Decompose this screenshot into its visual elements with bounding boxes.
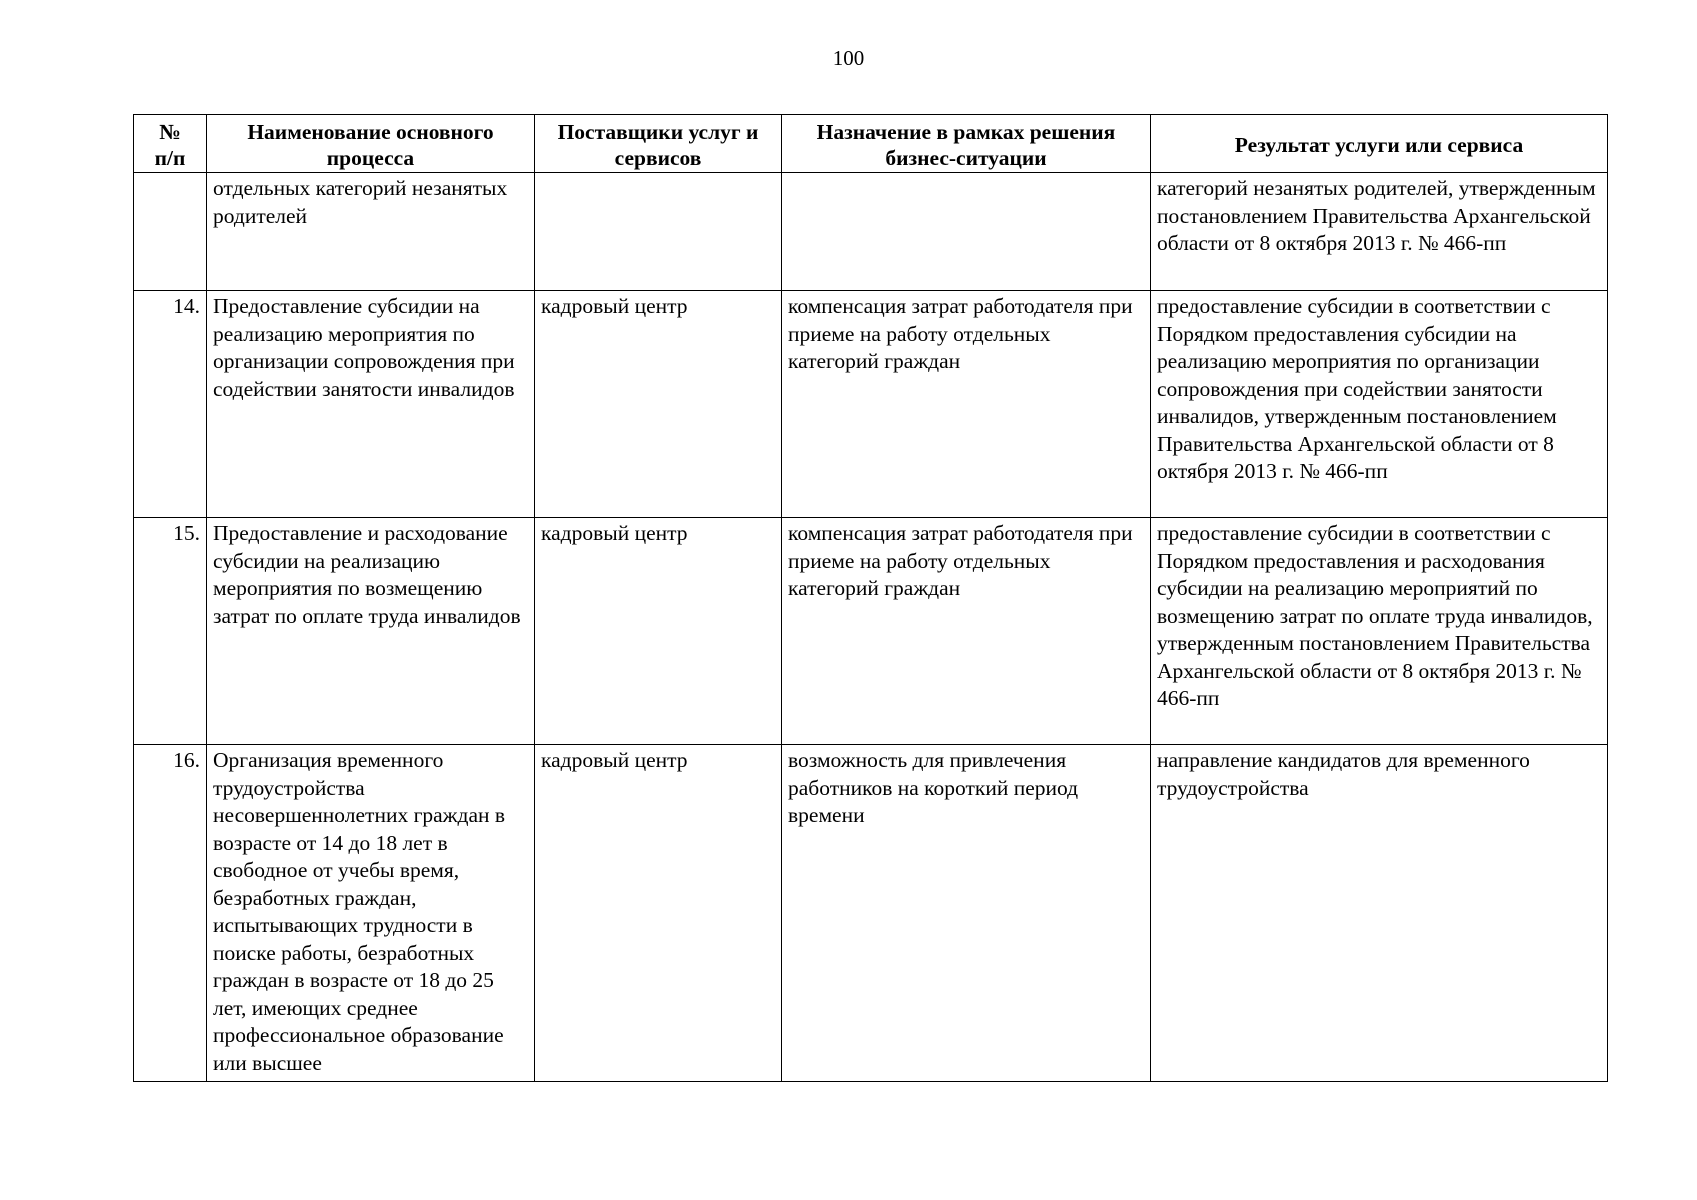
cell-process: Организация временного трудоустройства несовершеннолетних граждан в возрасте от 14 до 18 лет в свободное от учебы время, безработных граждан, испытывающих трудности в поиске работы, безработных граждан в возрасте от 18 до 25 лет, имеющих среднее профессиональное образование или высшее: [207, 745, 535, 1082]
cell-number: 15.: [134, 518, 207, 745]
cell-process: Предоставление и расходование субсидии на реализацию мероприятия по возмещению затрат по оплате труда инвалидов: [207, 518, 535, 745]
cell-number: 14.: [134, 291, 207, 518]
header-process: Наименование основного процесса: [207, 115, 535, 173]
cell-result: предоставление субсидии в соответствии с Порядком предоставления субсидии на реализацию мероприятия по организации сопровождения при содействии занятости инвалидов, утвержденным постановлением Правительства Архангельской области от 8 октября 2013 г. № 466-пп: [1151, 291, 1608, 518]
cell-result: предоставление субсидии в соответствии с Порядком предоставления и расходования субсидии на реализацию мероприятий по возмещению затрат по оплате труда инвалидов, утвержденным постановлением Правительства Архангельской области от 8 октября 2013 г. № 466-пп: [1151, 518, 1608, 745]
page-number: 100: [832, 46, 865, 70]
cell-number: [134, 173, 207, 291]
cell-purpose: компенсация затрат работодателя при приеме на работу отдельных категорий граждан: [782, 518, 1151, 745]
cell-purpose: компенсация затрат работодателя при приеме на работу отдельных категорий граждан: [782, 291, 1151, 518]
table-row: [134, 173, 1608, 291]
cell-process: отдельных категорий незанятых родителей: [207, 173, 535, 291]
table-row: [134, 291, 1608, 518]
cell-purpose: возможность для привлечения работников на короткий период времени: [782, 745, 1151, 1082]
cell-purpose: [782, 173, 1151, 291]
cell-provider: кадровый центр: [535, 745, 782, 1082]
cell-number: 16.: [134, 745, 207, 1082]
cell-result: направление кандидатов для временного трудоустройства: [1151, 745, 1608, 1082]
cell-provider: [535, 173, 782, 291]
header-purpose: Назначение в рамках решения бизнес-ситуации: [782, 115, 1151, 173]
cell-process: Предоставление субсидии на реализацию мероприятия по организации сопровождения при содействии занятости инвалидов: [207, 291, 535, 518]
header-result: Результат услуги или сервиса: [1151, 115, 1608, 173]
cell-result: категорий незанятых родителей, утвержденным постановлением Правительства Архангельской области от 8 октября 2013 г. № 466-пп: [1151, 173, 1608, 291]
table-header-row: [134, 115, 1608, 173]
table-row: [134, 745, 1608, 1082]
header-number: № п/п: [134, 115, 207, 173]
header-provider: Поставщики услуг и сервисов: [535, 115, 782, 173]
services-table: [133, 114, 1608, 1082]
cell-provider: кадровый центр: [535, 291, 782, 518]
table-row: [134, 518, 1608, 745]
cell-provider: кадровый центр: [535, 518, 782, 745]
